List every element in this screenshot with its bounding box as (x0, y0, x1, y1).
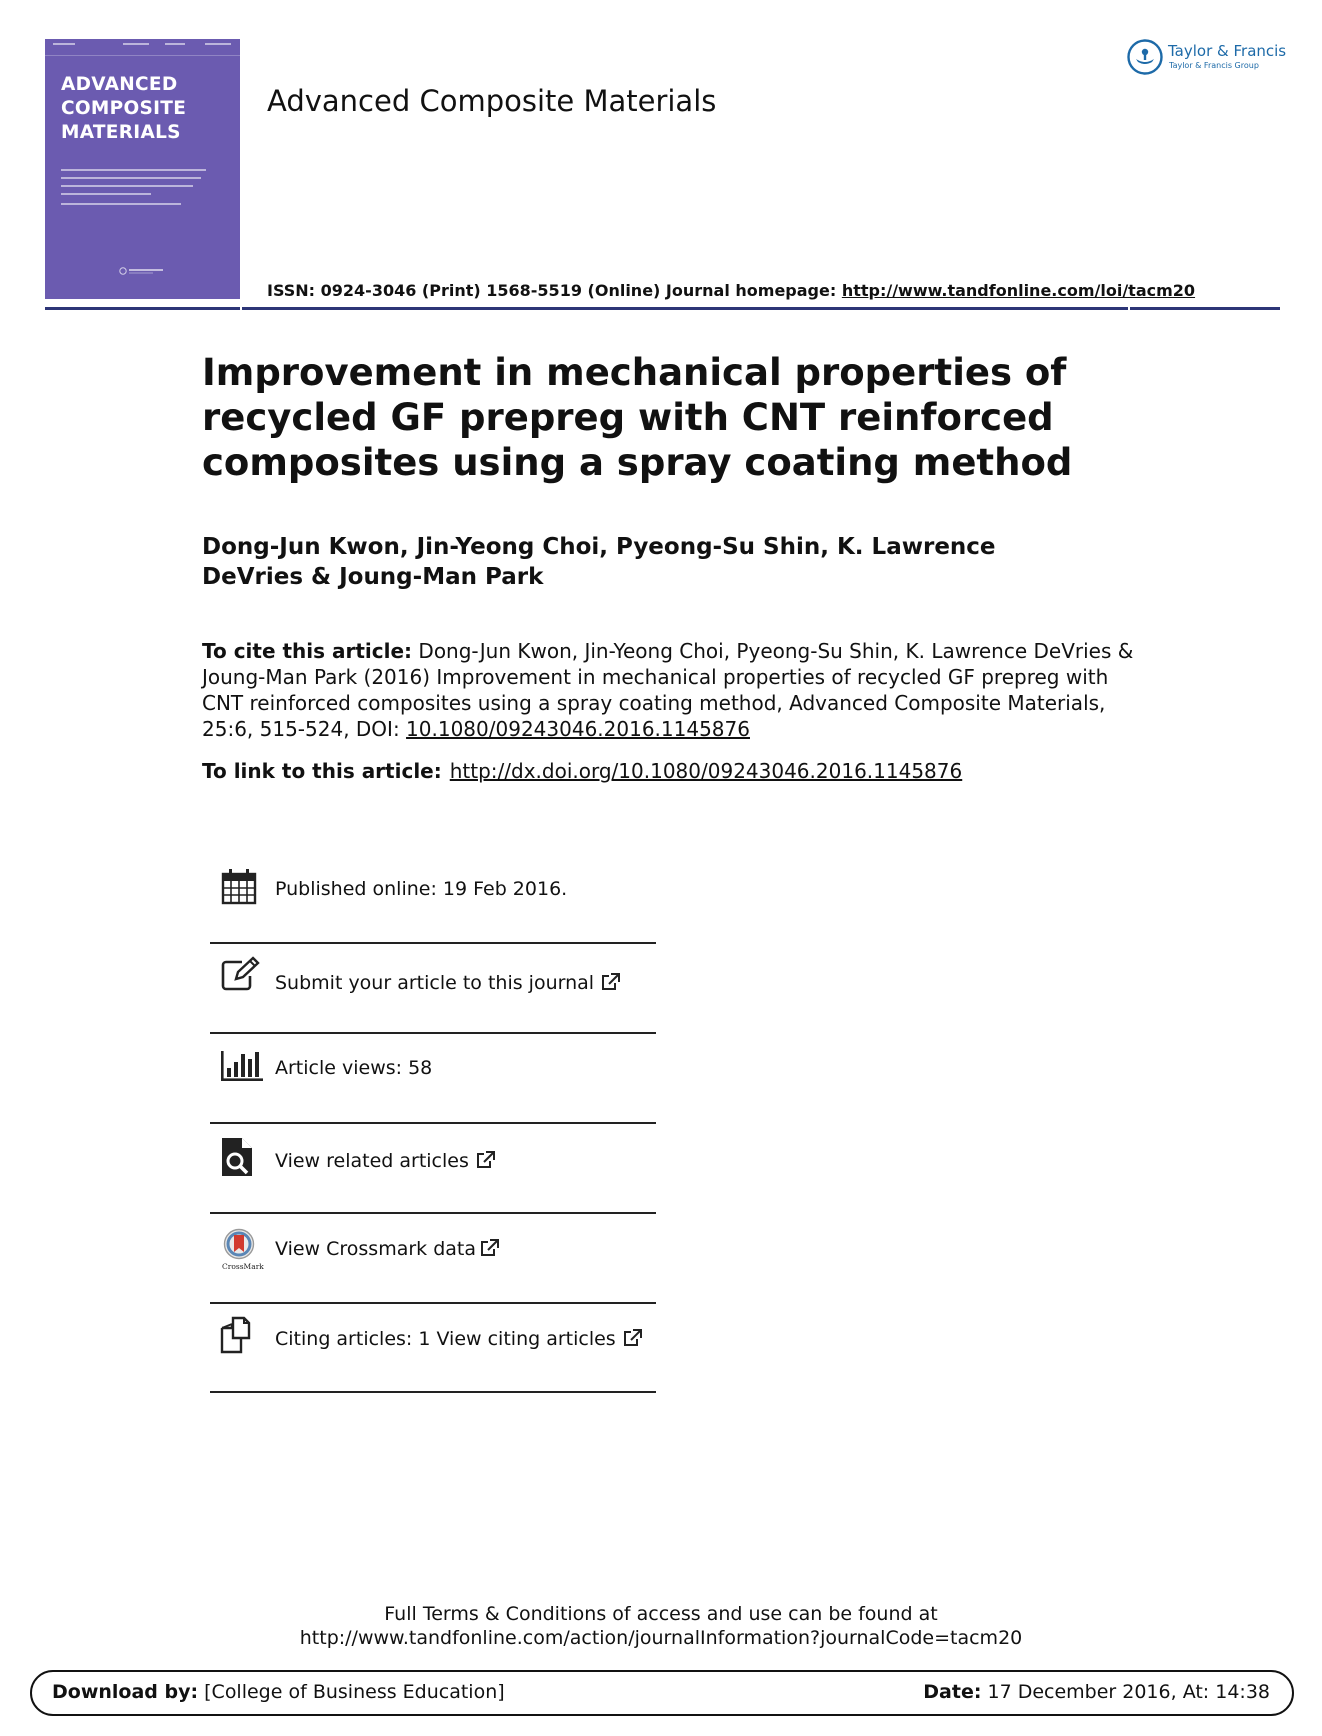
terms-url[interactable]: http://www.tandfonline.com/action/journalInformation?journalCode=tacm20 (299, 1627, 1023, 1649)
submit-article-link[interactable] (275, 972, 620, 994)
download-date-value: 17 December 2016, At: 14:38 (981, 1681, 1270, 1703)
copy-documents-icon (220, 1316, 258, 1354)
publisher-logo[interactable] (1126, 38, 1287, 78)
download-by-value: [College of Business Education] (198, 1681, 505, 1703)
issn-text: ISSN: 0924-3046 (Print) 1568-5519 (Online) Journal homepage: (267, 281, 842, 300)
published-online-item (210, 868, 656, 908)
divider (210, 1212, 656, 1214)
article-title: Improvement in mechanical properties of recycled GF prepreg with CNT reinforced composites using a spray coating method (202, 351, 1073, 484)
header-rule (45, 307, 1280, 310)
divider (210, 942, 656, 944)
cover-header-strip (45, 39, 240, 56)
external-link-icon (622, 1329, 642, 1347)
citation-text: Dong-Jun Kwon, Jin-Yeong Choi, Pyeong-Su Shin, K. Lawrence DeVries & Joung-Man Park (2016) Improvement in mechanical properties of recycled GF prepreg with CNT reinforced composites using a spray coating method, Advanced Composite Materials, 25:6, 515-524, DOI: (202, 639, 1134, 741)
external-link-icon (600, 973, 620, 991)
submit-article-label: Submit your article to this journal (275, 972, 595, 994)
article-views-item (210, 1048, 656, 1088)
publisher-emblem-icon (1126, 38, 1164, 76)
cover-title: ADVANCED COMPOSITE MATERIALS (61, 74, 187, 143)
external-link-icon (475, 1151, 495, 1169)
citing-articles-label: Citing articles: 1 View citing articles (275, 1328, 616, 1350)
crossmark-logo-text: CrossMark (222, 1262, 264, 1271)
header-rule-gap (1128, 306, 1130, 312)
divider (210, 1122, 656, 1124)
divider (210, 1032, 656, 1034)
divider (210, 1302, 656, 1304)
terms-line-1: Full Terms & Conditions of access and use can be found at (384, 1603, 938, 1625)
download-date (923, 1681, 1270, 1703)
download-by-label: Download by: (52, 1681, 199, 1703)
issn-line (267, 281, 1195, 300)
external-link-icon (479, 1239, 499, 1257)
article-views-text: Article views: 58 (275, 1057, 433, 1079)
cover-publisher-logo (119, 267, 165, 275)
calendar-icon (220, 868, 258, 906)
crossmark-label: View Crossmark data (275, 1238, 477, 1260)
article-link-line (202, 759, 962, 783)
publisher-name: Taylor & Francis (1168, 42, 1287, 60)
document-search-icon (220, 1136, 256, 1178)
doi-link[interactable]: 10.1080/09243046.2016.1145876 (406, 717, 750, 741)
publisher-group: Taylor & Francis Group (1169, 61, 1259, 70)
submit-article-item[interactable] (210, 956, 656, 996)
article-authors: Dong-Jun Kwon, Jin-Yeong Choi, Pyeong-Su Shin, K. Lawrence DeVries & Joung-Man Park (202, 534, 996, 590)
published-online-text: Published online: 19 Feb 2016. (275, 878, 568, 900)
citing-articles-link[interactable] (275, 1328, 642, 1350)
citing-articles-item[interactable] (210, 1316, 656, 1356)
cover-subtitle-lines (61, 169, 206, 211)
link-label: To link to this article: (202, 759, 442, 783)
journal-cover-image (45, 39, 240, 299)
related-articles-item[interactable] (210, 1136, 656, 1180)
edit-icon (220, 956, 260, 992)
crossmark-item[interactable] (210, 1228, 656, 1272)
journal-name: Advanced Composite Materials (267, 84, 717, 118)
related-articles-link[interactable] (275, 1150, 495, 1172)
bar-chart-icon (220, 1048, 264, 1082)
article-doi-url[interactable]: http://dx.doi.org/10.1080/09243046.2016.1145876 (449, 759, 963, 783)
related-articles-label: View related articles (275, 1150, 469, 1172)
download-info-box (30, 1670, 1294, 1716)
download-by (52, 1681, 505, 1703)
terms-block (0, 1602, 1322, 1650)
citation-label: To cite this article: (202, 639, 413, 663)
journal-homepage-link[interactable]: http://www.tandfonline.com/loi/tacm20 (841, 281, 1196, 300)
divider (210, 1391, 656, 1393)
citation-block (202, 638, 1142, 742)
crossmark-link[interactable] (275, 1238, 499, 1260)
download-date-label: Date: (923, 1681, 982, 1703)
header-rule-gap (240, 306, 242, 312)
